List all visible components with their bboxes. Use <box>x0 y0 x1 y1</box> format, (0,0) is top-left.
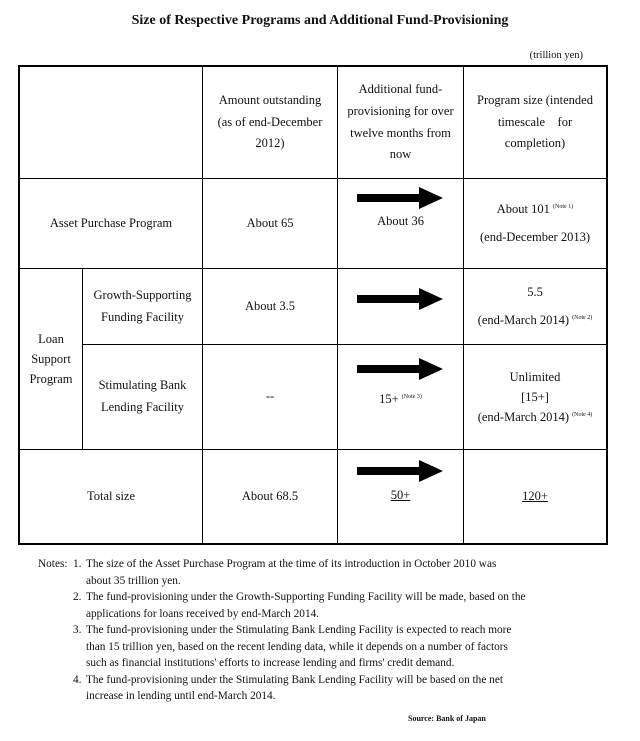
total-additional: 50+ <box>390 488 411 503</box>
note-item: Notes: 1. The size of the Asset Purchase Program at the time of its introduction in October 2010 was about 35 trillion yen. <box>38 558 497 587</box>
total-amount: About 68.5 <box>241 488 299 503</box>
header-additional: Additional fund- provisioning for over twelve months from now <box>347 81 454 162</box>
stimulating-amount: -- <box>265 389 275 404</box>
growth-size: 5.5 (end-March 2014) $^{(Note 2)}$ <box>477 284 593 327</box>
arrow-right-icon <box>357 288 443 310</box>
stimulating-additional: 15+ $^{(Note 3)}$ <box>379 392 422 407</box>
arrow-right-icon <box>357 187 443 209</box>
arrow-right-icon <box>357 358 443 380</box>
program-table <box>18 65 608 545</box>
arrow-right-icon <box>357 460 443 482</box>
notes-section <box>38 556 598 705</box>
note-item: 3. The fund-provisioning under the Stimulating Bank Lending Facility is expected to reach more than 15 trillion yen, based on the recent lending data, while it depends on a number of factors such as financial institutions' efforts to increase lending and firms' credit demand. <box>73 624 512 669</box>
note-item: 4. The fund-provisioning under the Stimulating Bank Lending Facility will be based on the net increase in lending until end-March 2014. <box>73 673 503 702</box>
page-title: Size of Respective Programs and Additional Fund-Provisioning <box>131 13 509 28</box>
row-group-loan: Loan Support Program <box>29 332 73 386</box>
header-amount: Amount outstanding (as of end-December 2012) <box>217 92 323 151</box>
asset-amount: About 65 <box>246 215 294 230</box>
stimulating-size: Unlimited [15+] (end-March 2014) $^{(Note 4)}$ <box>477 370 593 424</box>
row-label-growth: Growth-Supporting Funding Facility <box>93 287 192 324</box>
row-label-asset: Asset Purchase Program <box>49 215 173 230</box>
row-label-total: Total size <box>86 488 136 503</box>
asset-size: About 101 $^{(Note 1)}$ (end-December 2013) <box>479 201 591 244</box>
unit-label: (trillion yen) <box>529 50 583 61</box>
row-label-stimulating: Stimulating Bank Lending Facility <box>98 378 187 414</box>
source-label: Source: Bank of Japan <box>408 714 486 723</box>
total-size: 120+ <box>522 488 548 503</box>
asset-additional: About 36 <box>377 214 424 229</box>
notes-label: Notes: <box>38 558 68 570</box>
growth-amount: About 3.5 <box>245 298 295 313</box>
note-item: 2. The fund-provisioning under the Growth-Supporting Funding Facility will be made, based on the applications for loans received by end-March 2014. <box>73 591 526 620</box>
header-size: Program size (intended timescale for completion) <box>477 92 593 151</box>
